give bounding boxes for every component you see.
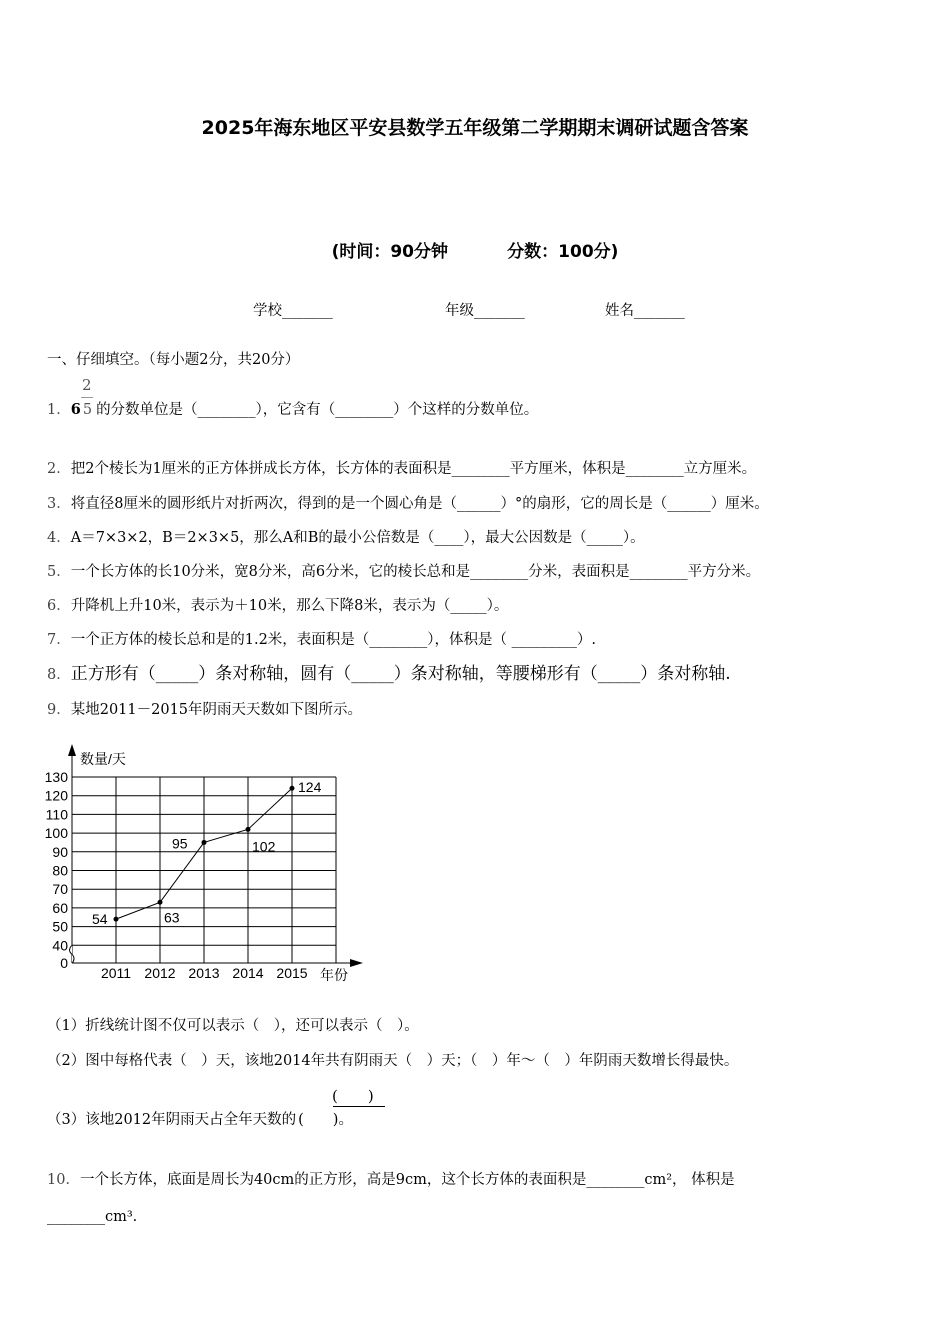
q-number: 5． bbox=[47, 564, 71, 580]
q-number: 1． bbox=[47, 402, 71, 418]
data-label: 102 bbox=[252, 838, 276, 855]
data-point bbox=[158, 900, 163, 905]
y-axis-arrow bbox=[68, 744, 76, 756]
q8-text: 正方形有（_____）条对称轴，圆有（_____）条对称轴，等腰梯形有（_____）条对称轴. bbox=[70, 664, 731, 684]
q9-sub3-end: 。 bbox=[338, 1112, 353, 1128]
question-9 bbox=[47, 700, 362, 720]
q9-sub-2: （2）图中每格代表（ ）天，该地2014年共有阴雨天（ ）天；（ ）年～（ ）年阴雨天数增长得最快。 bbox=[47, 1053, 739, 1069]
question-6 bbox=[47, 596, 508, 616]
x-tick-label: 2013 bbox=[188, 965, 220, 981]
y-tick-label: 130 bbox=[44, 769, 68, 785]
q-number: 3． bbox=[47, 496, 71, 512]
q1-whole: 6 bbox=[70, 401, 81, 418]
q9-sub3-text: （3）该地2012年阴雨天占全年天数的 bbox=[47, 1112, 297, 1128]
q9-sub-3-numerator: ( ) bbox=[332, 1087, 374, 1105]
x-tick-label: 2012 bbox=[144, 965, 176, 981]
q5-text: 一个长方体的长10分米，宽8分米，高6分米，它的棱长总和是________分米，表面积是________平方分米。 bbox=[70, 564, 761, 580]
question-2 bbox=[47, 459, 756, 479]
data-point bbox=[246, 827, 251, 832]
question-8 bbox=[47, 664, 731, 685]
y-tick-label: 70 bbox=[52, 881, 68, 898]
question-5 bbox=[47, 562, 760, 582]
x-tick-label: 2015 bbox=[276, 965, 308, 981]
exam-info: (时间：90分钟 分数：100分) bbox=[331, 242, 619, 262]
data-label: 54 bbox=[92, 911, 108, 928]
q2-text: 把2个棱长为1厘米的正方体拼成长方体，长方体的表面积是________平方厘米，体积是________立方厘米。 bbox=[70, 461, 757, 477]
y-tick-label: 90 bbox=[52, 843, 68, 860]
fraction-bar bbox=[333, 1106, 385, 1107]
question-10 bbox=[47, 1170, 735, 1190]
y-tick-label: 0 bbox=[60, 955, 68, 971]
y-tick-label: 120 bbox=[44, 787, 68, 804]
q4-text: A＝7×3×2，B＝2×3×5，那么A和B的最小公倍数是（____），最大公因数是（_____）。 bbox=[70, 530, 645, 546]
q1-text: 的分数单位是（________），它含有（________）个这样的分数单位。 bbox=[96, 402, 539, 418]
q-number: 2． bbox=[47, 461, 71, 477]
question-7 bbox=[47, 630, 596, 650]
q3-text: 将直径8厘米的圆形纸片对折两次，得到的是一个圆心角是（______）°的扇形，它的周长是（______）厘米。 bbox=[70, 496, 769, 512]
question-10-line2: ________cm³. bbox=[47, 1209, 138, 1225]
y-tick-label: 40 bbox=[52, 937, 68, 954]
data-label: 124 bbox=[298, 779, 322, 796]
y-tick-label: 80 bbox=[52, 862, 68, 879]
q-number: 8． bbox=[47, 667, 71, 683]
q-number: 6． bbox=[47, 598, 71, 614]
y-tick-label: 50 bbox=[52, 918, 68, 935]
data-label: 95 bbox=[172, 835, 188, 852]
q-number: 4． bbox=[47, 530, 71, 546]
q9-sub-3-denominator: ( ) bbox=[298, 1112, 339, 1128]
question-1 bbox=[47, 400, 538, 420]
y-axis-label: 数量/天 bbox=[80, 751, 126, 767]
q9-sub-3 bbox=[47, 1110, 353, 1130]
data-point bbox=[290, 786, 295, 791]
fraction-bar bbox=[81, 397, 93, 398]
q1-fraction-numerator: 2 bbox=[82, 376, 92, 394]
q1-fraction-denominator: 5 bbox=[82, 402, 93, 418]
data-point bbox=[114, 917, 119, 922]
q-number: 9． bbox=[47, 702, 71, 718]
x-tick-label: 2014 bbox=[232, 965, 264, 981]
data-point bbox=[202, 840, 207, 845]
question-3 bbox=[47, 494, 769, 514]
q9-text: 某地2011－2015年阴雨天天数如下图所示。 bbox=[70, 702, 363, 718]
school-field[interactable]: 学校_______ bbox=[253, 303, 333, 319]
y-tick-label: 110 bbox=[45, 806, 68, 823]
q-number: 7． bbox=[47, 632, 71, 648]
y-tick-label: 60 bbox=[52, 899, 68, 916]
q9-sub-1: （1）折线统计图不仅可以表示（ ），还可以表示（ ）。 bbox=[47, 1018, 419, 1034]
q7-text: 一个正方体的棱长总和是的1.2米，表面积是（________），体积是（ _________）. bbox=[70, 632, 597, 648]
q6-text: 升降机上升10米，表示为＋10米，那么下降8米，表示为（_____）。 bbox=[70, 598, 509, 614]
data-label: 63 bbox=[164, 909, 180, 926]
section-heading: 一、仔细填空。（每小题2分，共20分） bbox=[47, 352, 300, 368]
x-tick-label: 2011 bbox=[100, 965, 132, 981]
q-number: 10． bbox=[47, 1172, 80, 1188]
line-chart bbox=[30, 740, 375, 990]
name-field[interactable]: 姓名_______ bbox=[605, 303, 685, 319]
x-axis-label: 年份 bbox=[320, 967, 348, 983]
grade-field[interactable]: 年级_______ bbox=[445, 303, 525, 319]
x-axis-arrow bbox=[350, 959, 363, 967]
page-title: 2025年海东地区平安县数学五年级第二学期期末调研试题含答案 bbox=[201, 117, 749, 139]
q10-text: 一个长方体，底面是周长为40cm的正方形，高是9cm，这个长方体的表面积是________cm²， 体积是 bbox=[79, 1172, 735, 1188]
question-4 bbox=[47, 528, 645, 548]
y-tick-label: 100 bbox=[44, 825, 68, 842]
